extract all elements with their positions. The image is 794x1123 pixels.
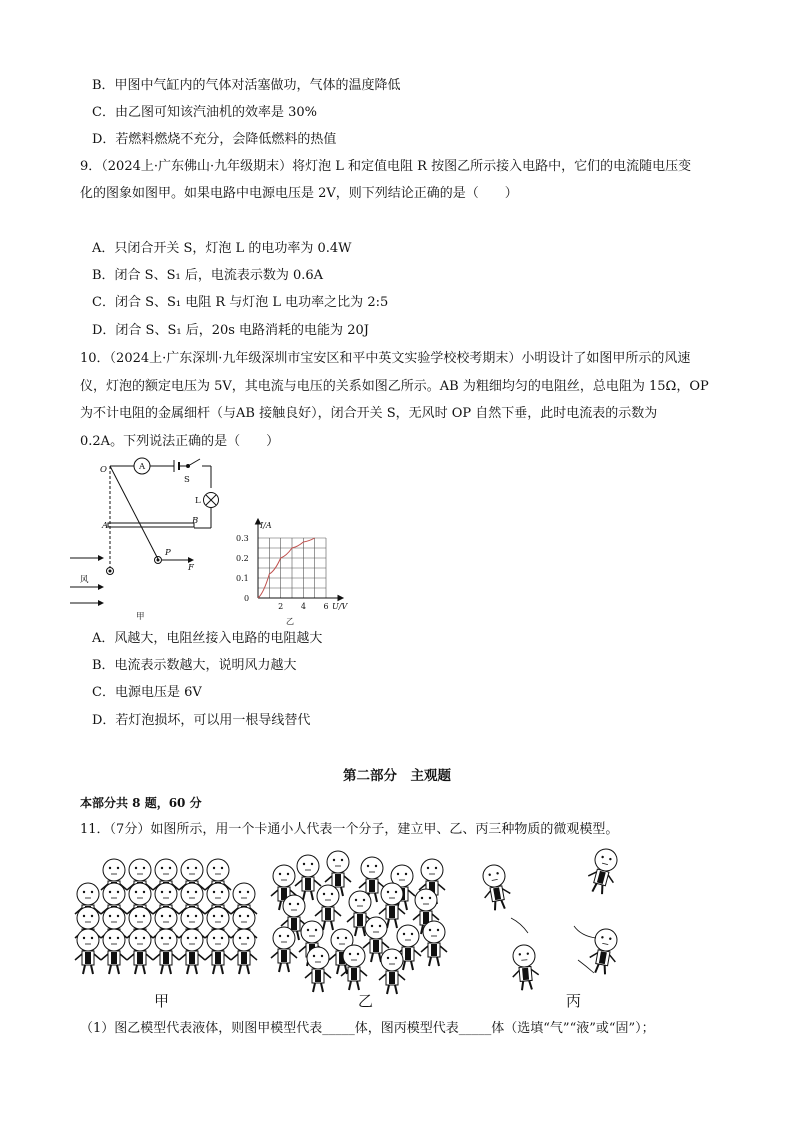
x-tick-label: 6 — [323, 602, 329, 611]
q9-stem-line1: 9．（2024上·广东佛山·九年级期末）将灯泡 L 和定值电阻 R 按图乙所示接入电路中，它们的电流随电压变 — [80, 159, 692, 174]
x-tick-label: 4 — [300, 602, 306, 611]
label-a: A — [102, 521, 109, 531]
q9-option-d: D．闭合 S、S₁ 后，20s 电路消耗的电能为 20J — [92, 323, 369, 338]
label-p: P — [165, 548, 171, 558]
ammeter-label: A — [139, 462, 146, 472]
molecule-models-figure — [66, 848, 626, 1014]
q9-stem-line2: 化的图象如图甲。如果电路中电源电压是 2V，则下列结论正确的是（ ） — [80, 186, 518, 201]
gas-molecule — [585, 848, 622, 896]
liquid-molecule — [305, 947, 331, 992]
label-f: F — [188, 563, 194, 573]
q10-stem-line3: 为不计电阻的金属细杆（与AB 接触良好），闭合开关 S，无风时 OP 自然下垂，此时电流表的示数为 — [80, 406, 658, 421]
caption-bing: 丙 — [566, 992, 582, 1010]
circuit-caption: 甲 — [136, 612, 145, 622]
solid-molecule — [205, 929, 231, 974]
gas-molecule — [587, 927, 620, 976]
label-b: B — [192, 516, 199, 526]
label-o: O — [100, 465, 107, 475]
circuit-diagram — [66, 456, 236, 626]
q10-option-d: D．若灯泡损坏，可以用一根导线替代 — [92, 713, 311, 728]
label-l: L — [195, 496, 201, 506]
solid-molecule — [153, 929, 179, 974]
q10-stem-line4: 0.2A。下列说法正确的是（ ） — [80, 434, 280, 449]
iv-chart — [228, 516, 368, 628]
liquid-molecule — [379, 949, 405, 994]
q10-option-a: A．风越大，电阻丝接入电路的电阻越大 — [92, 631, 323, 646]
metal-rod-op — [110, 466, 158, 559]
q11-subquestion-1: （1）图乙模型代表液体，则图甲模型代表_____体，图丙模型代表_____体（选填“气”“液”或“固”）； — [80, 1021, 655, 1036]
caption-yi: 乙 — [358, 992, 374, 1010]
gas-model — [479, 848, 621, 991]
q10-option-b: B．电流表示数越大，说明风力越大 — [92, 658, 297, 673]
gas-molecule — [510, 944, 540, 991]
q8-option-d: D．若燃料燃烧不充分，会降低燃料的热值 — [92, 132, 337, 147]
q9-option-c: C．闭合 S、S₁ 电阻 R 与灯泡 L 电功率之比为 2:5 — [92, 295, 389, 310]
q10-stem-line2: 仪，灯泡的额定电压为 5V，其电流与电压的关系如图乙所示。AB 为粗细均匀的电阻丝，总电阻为 15Ω，OP — [80, 379, 709, 394]
solid-molecule — [231, 929, 257, 974]
gas-molecule — [479, 863, 512, 912]
y-tick-label: 0.3 — [236, 534, 249, 543]
section-summary: 本部分共 8 题，60 分 — [80, 796, 202, 810]
switch-s — [188, 459, 200, 466]
solid-molecule — [101, 929, 127, 974]
chart-caption: 乙 — [286, 617, 294, 626]
q8-option-c: C．由乙图可知该汽油机的效率是 30% — [92, 105, 317, 120]
liquid-molecule — [271, 927, 297, 972]
liquid-molecule — [421, 921, 447, 966]
y-tick-label: 0.1 — [236, 574, 249, 583]
q9-option-b: B．闭合 S、S₁ 后，电流表示数为 0.6A — [92, 268, 324, 283]
x-tick-label: 0 — [244, 594, 250, 603]
liquid-model — [271, 851, 447, 994]
q9-option-a: A．只闭合开关 S，灯泡 L 的电功率为 0.4W — [92, 241, 352, 256]
solid-model — [75, 859, 257, 974]
wind-label: 风 — [80, 575, 89, 585]
solid-molecule — [127, 929, 153, 974]
y-tick-label: 0.2 — [236, 554, 249, 563]
caption-jia: 甲 — [154, 992, 170, 1010]
section-title: 第二部分 主观题 — [343, 768, 451, 784]
resistance-wire-ab — [108, 523, 194, 527]
solid-molecule — [75, 929, 101, 974]
solid-molecule — [179, 929, 205, 974]
q10-stem-line1: 10．（2024上·广东深圳·九年级深圳市宝安区和平中英文实验学校校考期末）小明设计了如图甲所示的风速 — [80, 351, 691, 366]
x-axis-arrow — [338, 596, 343, 601]
label-s: S — [184, 475, 190, 485]
q11-stem: 11．（7分）如图所示，用一个卡通小人代表一个分子，建立甲、乙、丙三种物质的微观模型。 — [80, 822, 619, 837]
y-axis-label: I/A — [260, 521, 272, 530]
x-axis-label: U/V — [332, 602, 348, 611]
q10-option-c: C．电源电压是 6V — [92, 685, 202, 700]
q8-option-b: B．甲图中气缸内的气体对活塞做功，气体的温度降低 — [92, 78, 401, 93]
x-tick-label: 2 — [278, 602, 284, 611]
